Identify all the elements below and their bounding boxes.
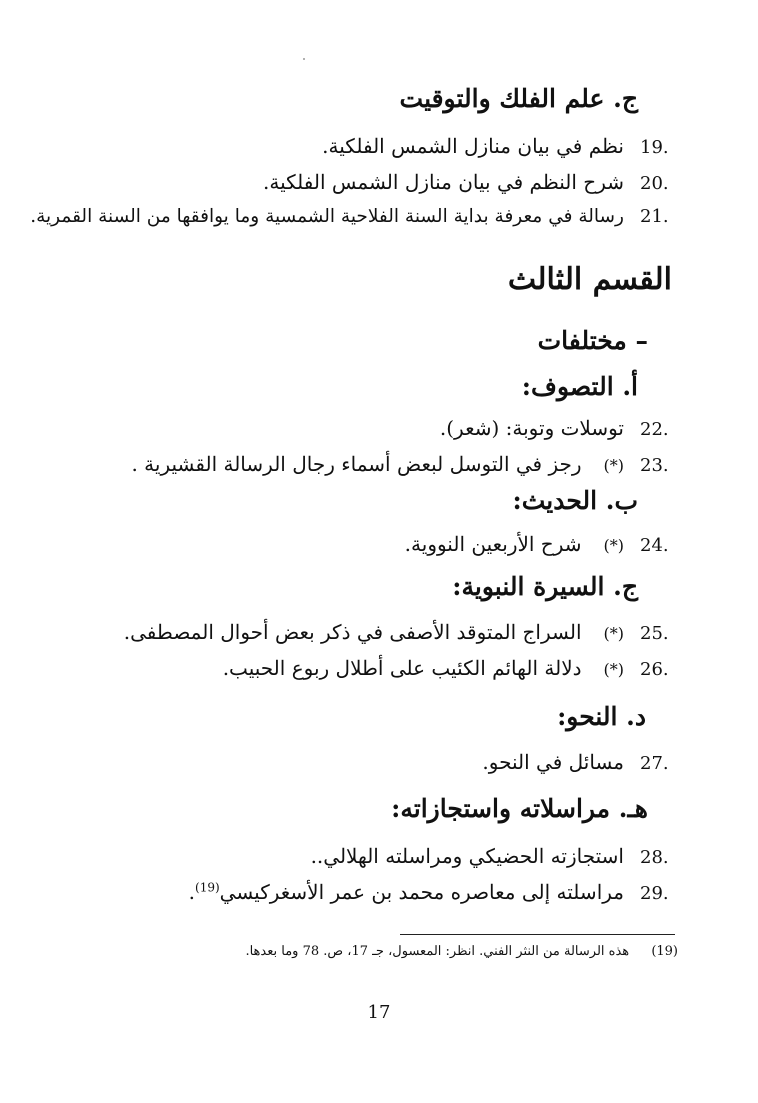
misc-heading: – مختلفات <box>537 326 648 355</box>
item-number: 26. <box>640 659 669 680</box>
item-text: شرح النظم في بيان منازل الشمس الفلكية. <box>263 170 624 194</box>
asterisk-marker: (*) <box>603 624 624 643</box>
item-number: 21. <box>640 206 669 227</box>
item-number: 20. <box>640 173 669 194</box>
sufism-heading: أ. التصوف: <box>521 372 638 401</box>
sira-heading: ج. السيرة النبوية: <box>452 572 638 601</box>
asterisk-marker: (*) <box>603 660 624 679</box>
item-tail: . <box>188 880 196 904</box>
item-number: 28. <box>640 847 669 868</box>
part-three-heading: القسم الثالث <box>507 262 672 297</box>
list-item-25 <box>124 620 672 644</box>
item-number: 27. <box>640 753 669 774</box>
footnote-reference: (19) <box>195 880 220 895</box>
correspondence-heading: هـ. مراسلاته واستجازاته: <box>391 794 648 823</box>
list-item-23 <box>131 452 672 476</box>
item-number: 25. <box>640 623 669 644</box>
list-item-19 <box>322 134 672 158</box>
list-item-24 <box>405 532 672 556</box>
hadith-heading: ب. الحديث: <box>512 486 638 515</box>
list-item-28 <box>311 844 672 868</box>
item-text: دلالة الهائم الكئيب على أطلال ربوع الحبيب. <box>222 656 582 680</box>
page-number: 17 <box>367 1002 391 1023</box>
item-number: 24. <box>640 535 669 556</box>
list-item-21 <box>30 206 672 227</box>
item-number: 22. <box>640 419 669 440</box>
list-item-26 <box>223 656 672 680</box>
asterisk-marker: (*) <box>603 536 624 555</box>
item-text: رجز في التوسل لبعض أسماء رجال الرسالة القشيرية . <box>131 452 582 476</box>
grammar-heading: د. النحو: <box>557 702 646 731</box>
list-item-29 <box>189 880 672 904</box>
footnote-divider <box>400 934 675 935</box>
item-text: استجازته الحضيكي ومراسلته الهلالي.. <box>310 844 624 868</box>
item-number: 29. <box>640 883 669 904</box>
item-text: السراج المتوقد الأصفى في ذكر بعض أحوال المصطفى. <box>123 620 582 644</box>
asterisk-marker: (*) <box>603 456 624 475</box>
item-text: رسالة في معرفة بداية السنة الفلاحية الشمسية وما يوافقها من السنة القمرية. <box>30 206 624 227</box>
footnote <box>245 944 678 959</box>
footnote-number: (19) <box>651 944 678 959</box>
item-number: 23. <box>640 455 669 476</box>
list-item-22 <box>440 416 672 440</box>
astronomy-heading: ج. علم الفلك والتوقيت <box>399 84 638 113</box>
footnote-text: هذه الرسالة من النثر الفني. انظر: المعسول، جـ 17، ص. 78 وما بعدها. <box>245 944 630 959</box>
item-text-wrapper <box>189 880 624 904</box>
item-text: نظم في بيان منازل الشمس الفلكية. <box>322 134 624 158</box>
list-item-20 <box>263 170 672 194</box>
item-text: مراسلته إلى معاصره محمد بن عمر الأسغركيسي <box>219 880 624 904</box>
scan-speck <box>303 58 305 60</box>
list-item-27 <box>482 750 672 774</box>
item-text: مسائل في النحو. <box>482 750 624 774</box>
item-text: توسلات وتوبة: (شعر). <box>439 416 624 440</box>
item-text: شرح الأربعين النووية. <box>404 532 582 556</box>
item-number: 19. <box>640 137 669 158</box>
